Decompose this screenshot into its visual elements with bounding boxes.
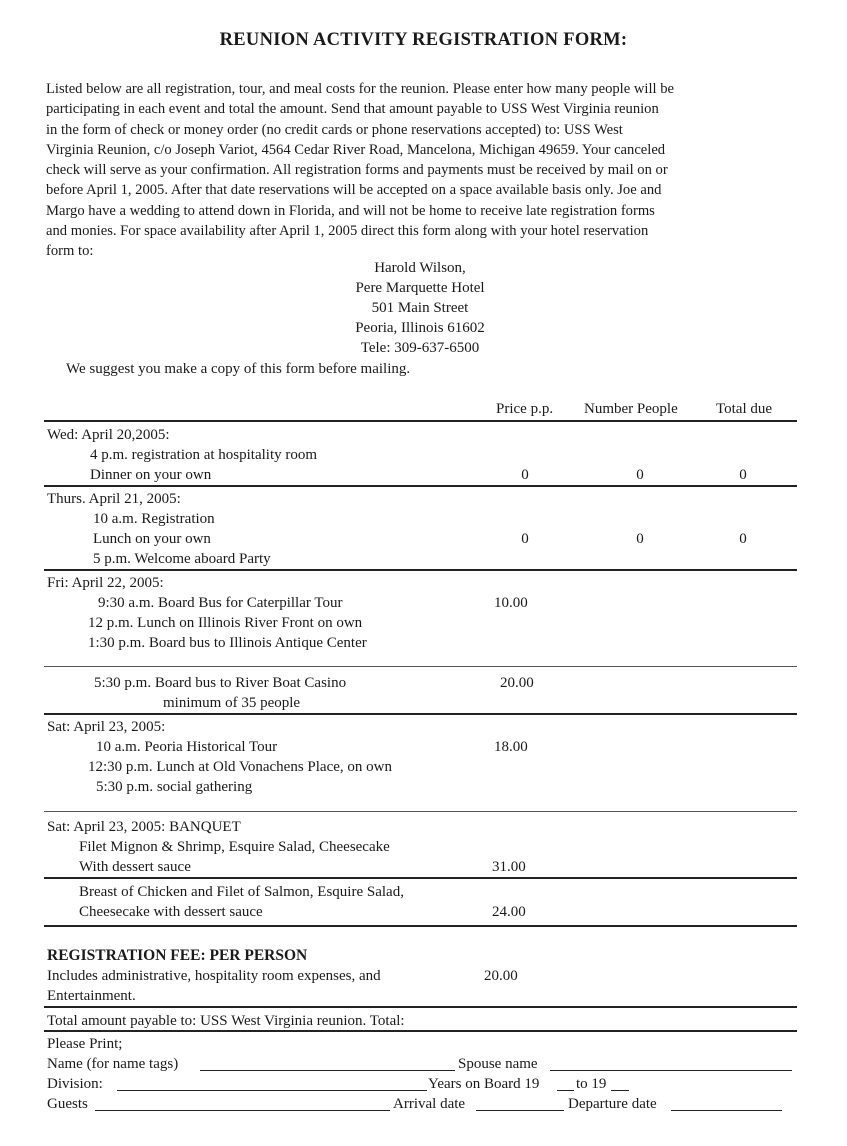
event-line: 4 p.m. registration at hospitality room: [90, 447, 318, 463]
divider: [44, 485, 797, 487]
intro-line: participating in each event and total the amount. Send that amount payable to USS West Virginia reunion: [46, 101, 659, 118]
please-print-label: Please Print;: [47, 1036, 123, 1052]
event-date: Wed: April 20,2005:: [47, 427, 170, 443]
price-cell: 18.00: [494, 739, 528, 755]
registration-heading: REGISTRATION FEE: PER PERSON: [47, 947, 308, 964]
event-line: With dessert sauce: [79, 859, 191, 875]
intro-line: check will serve as your confirmation. All registration forms and payments must be received by mail on or: [46, 162, 668, 179]
years-from-field[interactable]: [557, 1075, 574, 1091]
intro-line: Virginia Reunion, c/o Joseph Variot, 4564 Cedar River Road, Mancelona, Michigan 49659. Your canceled: [46, 141, 666, 158]
name-field[interactable]: [200, 1055, 455, 1071]
event-line: 5:30 p.m. Board bus to River Boat Casino: [94, 675, 347, 691]
price-cell: 20.00: [484, 968, 518, 984]
event-line: Breast of Chicken and Filet of Salmon, Esquire Salad,: [79, 884, 404, 900]
divider: [44, 569, 797, 571]
address-line: 501 Main Street: [371, 300, 469, 316]
years-to-label: to 19: [576, 1076, 607, 1092]
intro-paragraph: [46, 79, 806, 262]
arrival-date-label: Arrival date: [393, 1096, 466, 1112]
registration-line: Entertainment.: [47, 988, 136, 1004]
column-header-price: Price p.p.: [496, 401, 554, 417]
column-header-total: Total due: [716, 401, 773, 417]
intro-line: in the form of check or money order (no credit cards or phone reservations accepted) to: USS West: [46, 121, 623, 138]
divider: [44, 925, 797, 927]
total-due-cell[interactable]: 0: [739, 467, 747, 483]
divider: [44, 420, 797, 422]
event-line: Cheesecake with dessert sauce: [79, 904, 263, 920]
spouse-label: Spouse name: [458, 1056, 538, 1072]
column-header-number: Number People: [584, 401, 678, 417]
event-date: Thurs. April 21, 2005:: [47, 491, 181, 507]
price-cell: 20.00: [500, 675, 534, 691]
mailing-address: [300, 258, 540, 358]
departure-date-label: Departure date: [568, 1096, 657, 1112]
guests-field[interactable]: [95, 1095, 390, 1111]
name-label: Name (for name tags): [47, 1056, 179, 1072]
price-cell: 31.00: [492, 859, 526, 875]
divider: [44, 1006, 797, 1008]
division-label: Division:: [47, 1076, 103, 1092]
division-field[interactable]: [117, 1075, 427, 1091]
event-line: 9:30 a.m. Board Bus for Caterpillar Tour: [98, 595, 343, 611]
event-line: Lunch on your own: [93, 531, 211, 547]
total-amount-label: Total amount payable to: USS West Virginia reunion. Total:: [47, 1013, 405, 1029]
event-date: Fri: April 22, 2005:: [47, 575, 164, 591]
address-line: Harold Wilson,: [374, 260, 466, 276]
event-line: 1:30 p.m. Board bus to Illinois Antique Center: [88, 635, 367, 651]
intro-line: Listed below are all registration, tour, and meal costs for the reunion. Please enter how many people will be: [46, 81, 674, 97]
price-cell: 0: [521, 467, 529, 483]
departure-date-field[interactable]: [671, 1095, 782, 1111]
event-date: Sat: April 23, 2005:: [47, 719, 166, 735]
number-people-cell[interactable]: 0: [636, 531, 644, 547]
divider: [44, 877, 797, 879]
intro-line: before April 1, 2005. After that date reservations will be accepted on a space available basis only. Joe and: [46, 182, 662, 199]
divider: [44, 811, 797, 812]
arrival-date-field[interactable]: [476, 1095, 564, 1111]
price-cell: 0: [521, 531, 529, 547]
event-line: 12:30 p.m. Lunch at Old Vonachens Place, on own: [88, 759, 392, 775]
years-to-field[interactable]: [611, 1075, 629, 1091]
event-line: minimum of 35 people: [163, 695, 301, 711]
spouse-field[interactable]: [550, 1055, 792, 1071]
guests-label: Guests: [47, 1096, 88, 1112]
divider: [44, 713, 797, 715]
divider: [44, 666, 797, 667]
divider: [44, 1030, 797, 1032]
total-due-cell[interactable]: 0: [739, 531, 747, 547]
event-line: 10 a.m. Peoria Historical Tour: [96, 739, 278, 755]
intro-line: Margo have a wedding to attend down in Florida, and will not be home to receive late registration forms: [46, 202, 655, 219]
event-line: 5 p.m. Welcome aboard Party: [93, 551, 271, 567]
address-line: Pere Marquette Hotel: [355, 280, 485, 296]
registration-line: Includes administrative, hospitality room expenses, and: [47, 968, 381, 984]
address-line: Tele: 309-637-6500: [360, 340, 480, 356]
address-line: Peoria, Illinois 61602: [355, 320, 485, 336]
copy-suggestion: We suggest you make a copy of this form before mailing.: [66, 361, 411, 377]
price-cell: 24.00: [492, 904, 526, 920]
event-line: Dinner on your own: [90, 467, 212, 483]
intro-line: and monies. For space availability after April 1, 2005 direct this form along with your hotel reservation: [46, 223, 649, 240]
form-title: REUNION ACTIVITY REGISTRATION FORM:: [219, 30, 628, 50]
event-line: Filet Mignon & Shrimp, Esquire Salad, Cheesecake: [79, 839, 390, 855]
number-people-cell[interactable]: 0: [636, 467, 644, 483]
price-cell: 10.00: [494, 595, 528, 611]
event-line: 5:30 p.m. social gathering: [96, 779, 253, 795]
event-date: Sat: April 23, 2005: BANQUET: [47, 819, 241, 835]
event-line: 12 p.m. Lunch on Illinois River Front on own: [88, 615, 363, 631]
event-line: 10 a.m. Registration: [93, 511, 215, 527]
intro-line: form to:: [46, 243, 94, 260]
years-on-board-label: Years on Board 19: [428, 1076, 540, 1092]
